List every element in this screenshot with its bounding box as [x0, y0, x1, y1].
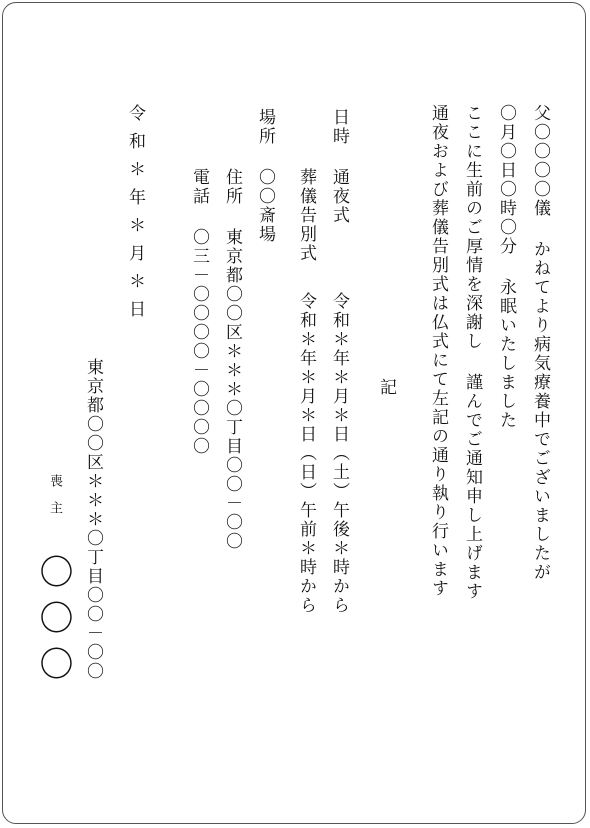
- wake-label: 通夜式: [329, 168, 349, 225]
- body-line-3: ここに生前のご厚情を深謝し 謹んでご通知申し上げます: [462, 104, 482, 601]
- phone-label: 電話: [189, 168, 209, 206]
- issue-date: 令和＊年＊月＊日: [125, 104, 145, 328]
- body-line-1: 父〇〇〇〇儀 かねてより病気療養中でございましたが: [530, 104, 550, 582]
- address-label: 住所: [222, 168, 242, 206]
- wake-datetime: 令和＊年＊月＊日（土）午後＊時から: [329, 292, 349, 615]
- funeral-datetime: 令和＊年＊月＊日（日）午前＊時から: [296, 292, 316, 615]
- sender-address: 東京都〇〇区＊＊＊〇丁目〇〇－〇〇: [83, 358, 103, 681]
- chief-mourner-label: 喪主: [47, 474, 62, 528]
- body-line-4: 通夜および葬儀告別式は仏式にて左記の通り執り行います: [428, 104, 448, 598]
- body-line-2: 〇月〇日〇時〇分 永眠いたしました: [496, 104, 516, 430]
- venue-name: 〇〇斎場: [255, 168, 275, 244]
- venue-label: 場所: [255, 108, 275, 146]
- funeral-label: 葬儀告別式: [296, 168, 316, 263]
- venue-address: 東京都〇〇区＊＊＊〇丁目〇〇－〇〇: [222, 228, 242, 551]
- chief-mourner-name: 〇〇〇: [33, 554, 73, 692]
- schedule-label: 日時: [329, 108, 349, 146]
- ki-heading: 記: [376, 378, 396, 397]
- venue-phone: 〇三－〇〇〇〇－〇〇〇〇: [189, 228, 209, 456]
